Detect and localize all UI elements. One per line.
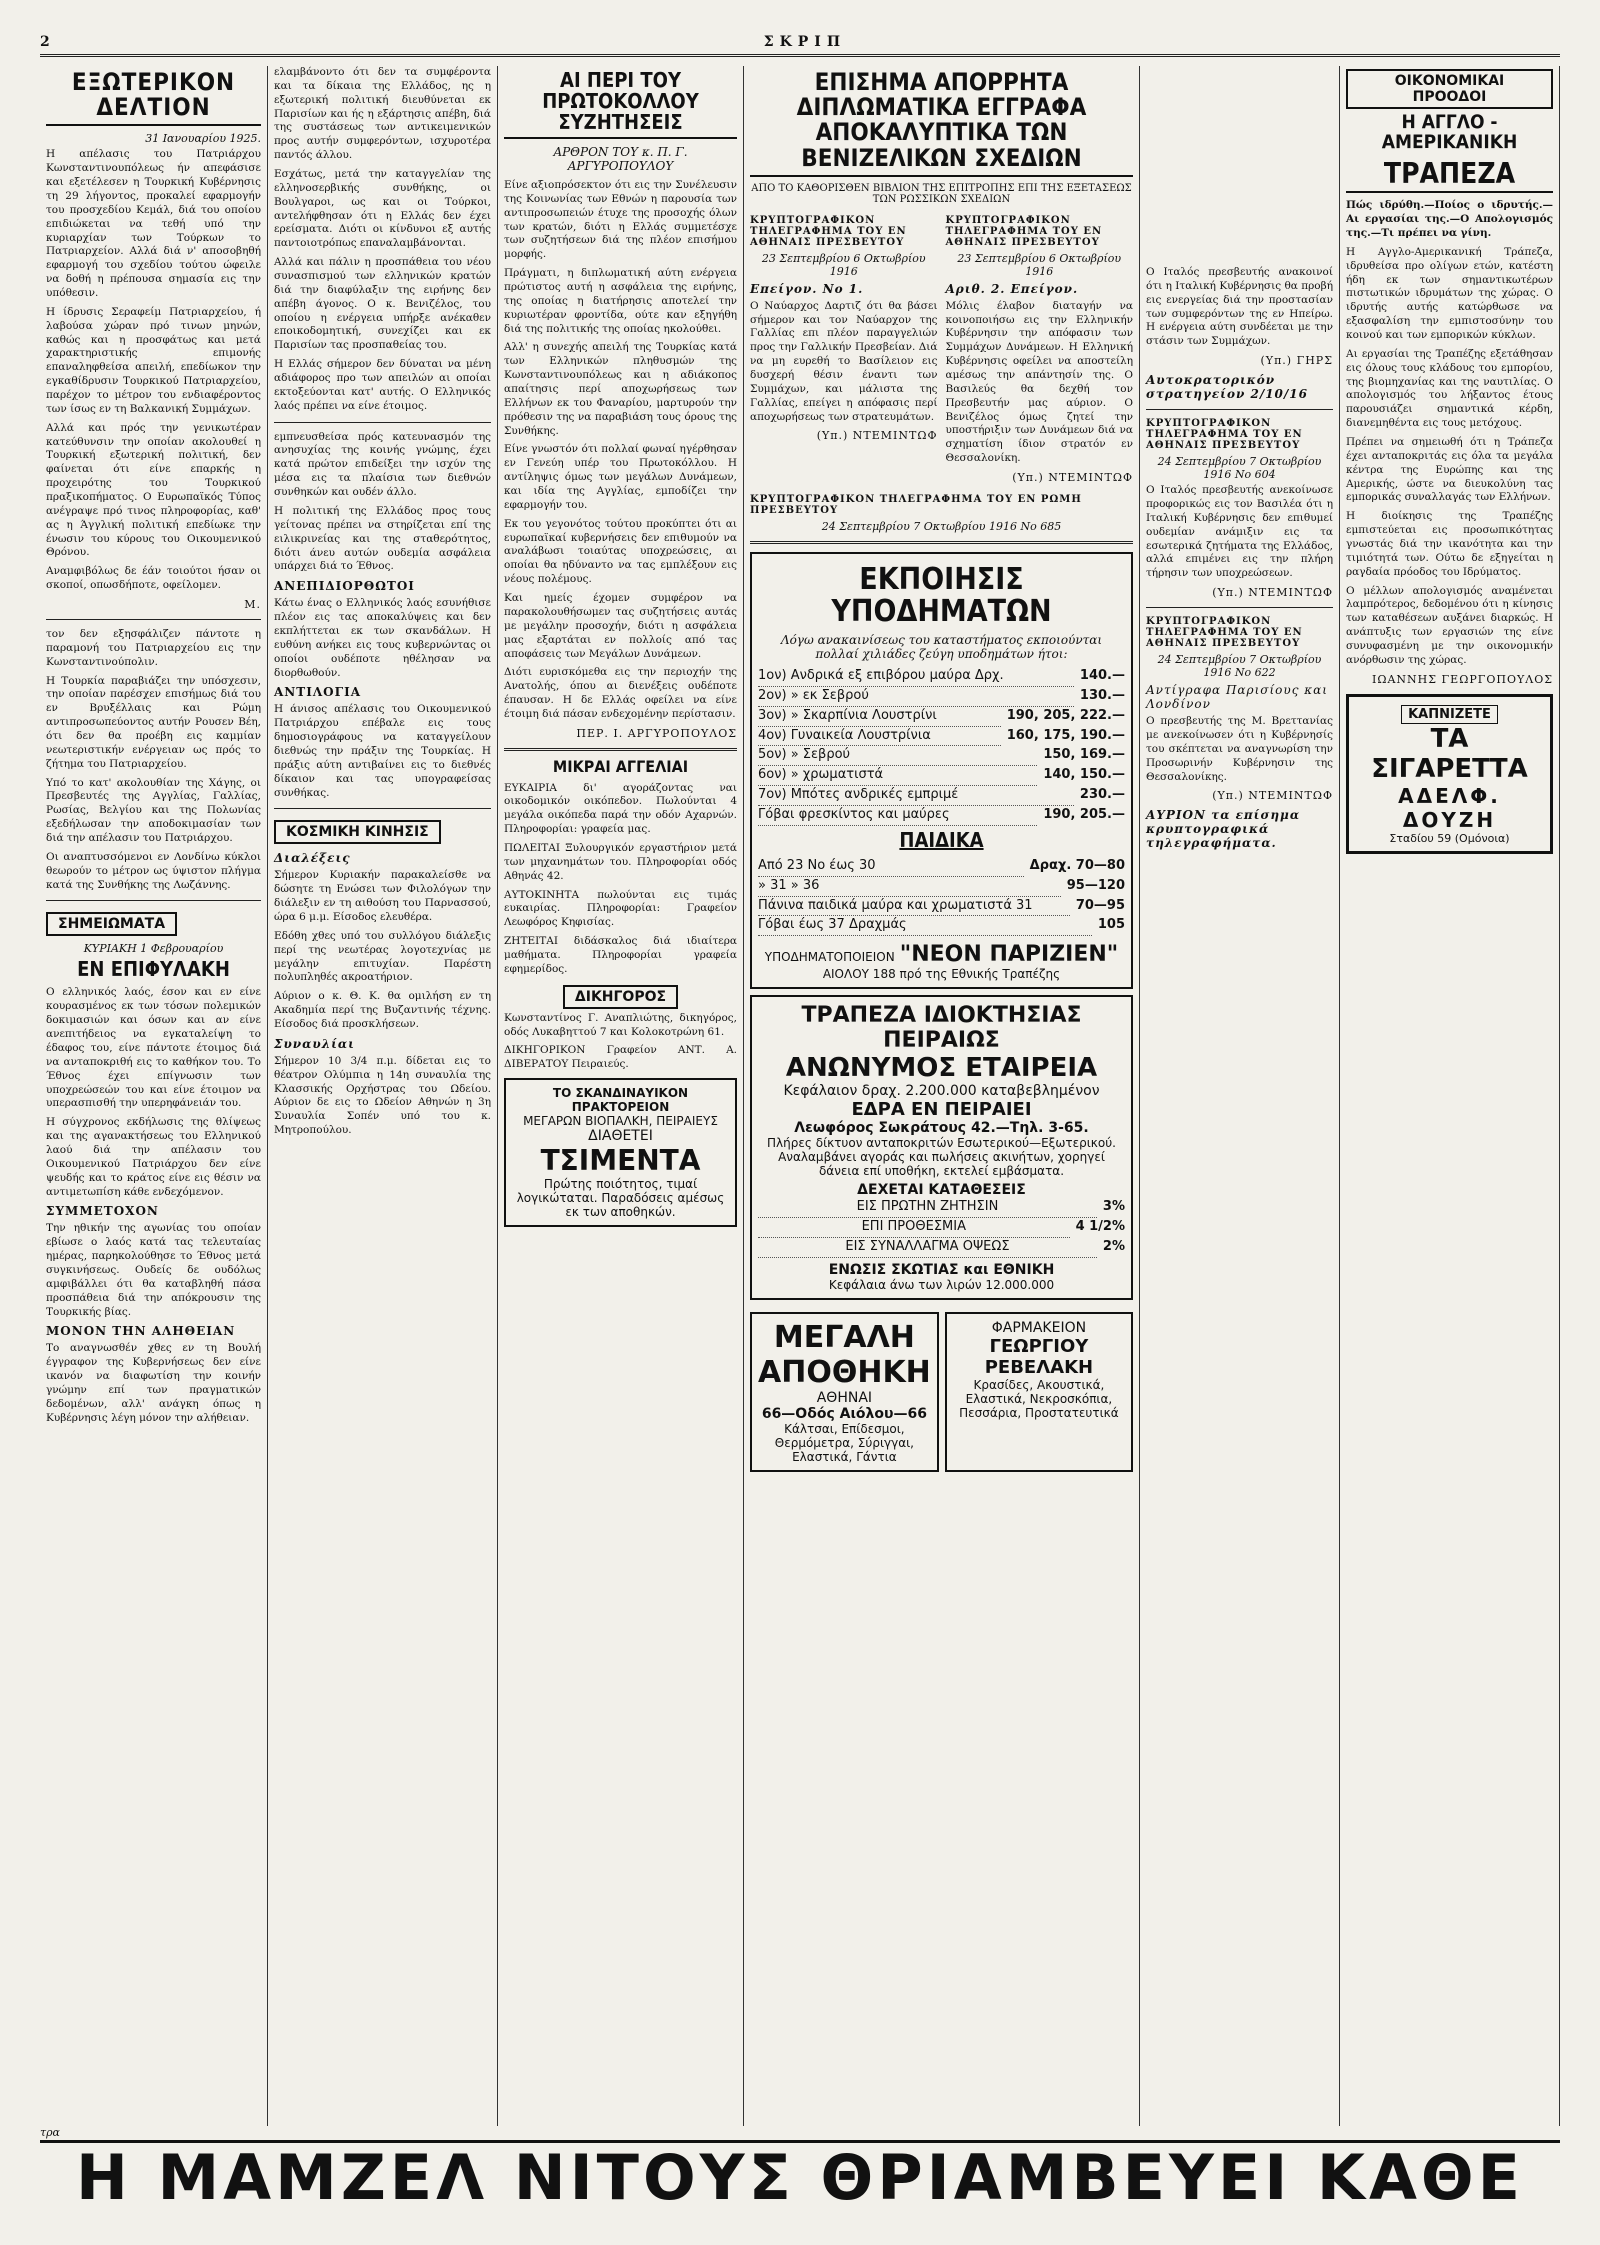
article-paragraph: Εσχάτως, μετά την καταγγελίαν της ελληνοσερβικής συνθήκης, οι Βουλγαροι, ως και οι Τούρκοι, αντελήφθησαν ότι η Ελλάς δεν έχει ερείσματα. Διότι οι κίνδυνοι εξ αυτής παντοιοτρόπως επαναλαμβάνονται.: [274, 168, 491, 250]
shoe-price-row-label: 6ον) » χρωματιστά: [758, 766, 1037, 786]
shoe-price-row-label: 5ον) » Σεβρού: [758, 746, 1037, 766]
article-paragraph: Αναμφιβόλως δε έάν τοιούτοι ήσαν οι σκοποί, οπωσδήποτε, οφείλομεν.: [46, 565, 261, 592]
article-paragraph: Πρέπει να σημειωθή ότι η Τράπεζα έχει ανταποκριτάς εις όλα τα μεγάλα κέντρα της Ευρώπης και της Αμερικής, ώστε να διευκολύνη τας εμπορικάς συναλλαγάς των Ελλήνων.: [1346, 436, 1553, 504]
divider: [46, 619, 261, 620]
article-paragraph: Η Ελλάς σήμερον δεν δύναται να μένη αδιάφορος προ των απειλών αι οποίαι εκτοξεύονται κατ' αυτής. Ο Ελληνικός λαός πρέπει να είνε έτοιμος.: [274, 358, 491, 412]
subhead: Διαλέξεις: [274, 851, 351, 866]
article-paragraph: Διότι ευρισκόμεθα εις την περιοχήν της Ανατολής, όπου αι διενέξεις ουδέποτε έπαυσαν. Η δε Ελλάς οφείλει να είνε έτοιμη διά πάσαν ενδεχομένην περίστασιν.: [504, 666, 737, 720]
newspaper-page: [40, 30, 1560, 2215]
article-paragraph: Η σύγχρονος εκδήλωσις της θλίψεως και της αγανακτήσεως του Ελληνικού λαού διά την απέλασιν του Οικουμενικού Πατριάρχου δεν είνε ψευδής και το κράτος είνε εις θέσιν να αντιμετωπίση κάθε ενδεχόμενον.: [46, 1116, 261, 1198]
article-paragraph: Την ηθικήν της αγωνίας του οποίαν εβίωσε ο λαός κατά τας τελευταίας ημέρας, παρηκολούθησε το Έθνος μετά συγκινήσεως. Ουδείς δε ουδόλως αμφιβάλλει ότι θα καταβληθή πάσα προσπάθεια διά την απόκρουσιν της Τουρκικής βίας.: [46, 1222, 261, 1318]
insurance-title: ΕΝΩΣΙΣ ΣΚΩΤΙΑΣ και ΕΘΝΙΚΗ: [828, 1261, 1055, 1278]
column-economic: [1340, 66, 1560, 2126]
article-paragraph: Είνε αξιοπρόσεκτον ότι εις την Συνέλευσιν της Κοινωνίας των Εθνών η παρουσία των αντιπροσωπειών έτυχε της προσοχής όλων των κρατών, διότι η Ελλάς συμμετέσχε των συζητήσεων διά της πλέον επισήμου μορφής.: [504, 179, 737, 261]
shoe-price-row-value: 140.—: [1079, 668, 1125, 684]
telegram-1: [750, 211, 938, 490]
column-diplomatic-documents: [744, 66, 1140, 2126]
article-signature: ΙΩΑΝΝΗΣ ΓΕΩΡΓΟΠΟΥΛΟΣ: [1372, 672, 1553, 686]
article-paragraph: Αι εργασίαι της Τραπέζης εξετάθησαν εις όλους τους κλάδους του εμπορίου, της βιομηχανίας και της ναυτιλίας. Ο απολογισμός του λήξαντος έτους παρουσιάζει σημαντικά κέρδη, διανεμηθέντα εις τους μετόχους.: [1346, 347, 1553, 430]
telegram-heading: ΚΡΥΠΤΟΓΡΑΦΙΚΟΝ ΤΗΛΕΓΡΑΦΗΜΑ ΤΟΥ ΕΝ ΑΘΗΝΑΙΣ ΠΡΕΣΒΕΥΤΟΥ: [945, 214, 1103, 248]
shoe-price-row-value: 140, 150.—: [1043, 767, 1125, 783]
deposit-rates: [758, 1198, 1125, 1258]
deposit-rate-row-label: ΕΠΙ ΠΡΟΘΕΣΜΙΑ: [758, 1218, 1070, 1238]
shoe-price-row-value: 130.—: [1079, 687, 1125, 703]
piraeus-bank-ad: [750, 995, 1133, 1300]
cement-agency: ΤΟ ΣΚΑΝΔΙΝΑΥΙΚΟΝ ΠΡΑΚΤΟΡΕΙΟΝ: [552, 1086, 689, 1115]
subhead: ΣΥΜΜΕΤΟΧΟΝ: [46, 1204, 159, 1219]
divider: [274, 422, 491, 423]
cig-address: Σταδίου 59 (Ομόνοια): [1389, 831, 1510, 845]
bulletin-date: 31 Ιανουαρίου 1925.: [145, 132, 261, 146]
telegram-date: 24 Σεπτεμβρίου 7 Οκτωβρίου 1916 Νο 622: [1157, 653, 1322, 680]
article-paragraph: Κάτω ένας ο Ελληνικός λαός εσυνήθισε πλέον εις τας αποκαλύψεις και δεν εκπλήττεται εκ των σκανδάλων. Η ευθύνη ανήκει εις τους κυβερνώντας οι οποίοι ουδέποτε ηθέλησαν να διορθωθούν.: [274, 597, 491, 679]
store-address: 66—Οδός Αιόλου—66: [761, 1405, 927, 1422]
telegram-signature: (Υπ.) ΝΤΕΜΙΝΤΩΦ: [1012, 471, 1133, 485]
cigarette-ad: [1346, 694, 1553, 854]
divider: [504, 748, 737, 751]
kids-price-row-label: Γόβαι έως 37 Δραχμάς: [758, 916, 1092, 936]
pharmacy-name: ΓΕΩΡΓΙΟΥ ΡΕΒΕΛΑΚΗ: [984, 1335, 1094, 1378]
insurance-text: Κεφάλαια άνω των λιρών 12.000.000: [828, 1277, 1055, 1292]
telegram-date: 23 Σεπτεμβρίου 6 Οκτωβρίου 1916: [957, 251, 1122, 278]
column-commentary: [268, 66, 498, 2126]
shoe-price-row-label: Γόβαι φρεσκίντος και μαύρες: [758, 806, 1037, 826]
pharmacy-label: ΦΑΡΜΑΚΕΙΟΝ: [991, 1319, 1087, 1336]
article-paragraph: Πράγματι, η διπλωματική αύτη ενέργεια πρώτιστος αυτή η ασφάλεια της ειρήνης, της οποίας η διατήρησις αποτελεί την κυριωτέραν φροντίδα, ούτε καν εξηγήθη διά της πολιτικής της οποίας ηκολούθει.: [504, 267, 737, 335]
cement-product: ΤΣΙΜΕΝΤΑ: [540, 1144, 701, 1178]
bank-address: Λεωφόρος Σωκράτους 42.—Τηλ. 3-65.: [794, 1120, 1089, 1137]
shoe-price-row: [758, 806, 1125, 826]
bank-headline: Η ΑΓΓΛΟ - ΑΜΕΡΙΚΑΝΙΚΗ: [1381, 111, 1518, 153]
telegram-text: Ο Ναύαρχος Δαρτιζ ότι θα βάσει σήμερον και τον Ναύαρχον της Γαλλίας επι πλέον παραγγελιών προς την Γαλλικήν Πρεσβείαν. Διά να μη ευρεθή το Βασίλειον εις δυσχερή θέσιν έναντι των Συμμάχων, και μάλιστα της Γαλλίας, επείγει η απόφασις περί αποχωρήσεως των στρατευμάτων.: [750, 299, 938, 423]
economic-title: ΟΙΚΟΝΟΜΙΚΑΙ ΠΡΟΟΔΟΙ: [1346, 69, 1553, 109]
telegram-recipients: Αντίγραφα Παρισίους και Λονδίνον: [1146, 683, 1328, 712]
lawyer-heading: ΔΙΚΗΓΟΡΟΣ: [563, 985, 678, 1009]
classified-ad: ΠΩΛΕΙΤΑΙ Ξυλουργικόν εργαστήριον μετά των μηχανημάτων του. Πληροφορίαι οδός Αθηνάς 42.: [504, 842, 737, 882]
shoe-price-row: [758, 667, 1125, 687]
telegram-heading: ΚΡΥΠΤΟΓΡΑΦΙΚΟΝ ΤΗΛΕΓΡΑΦΗΜΑ ΤΟΥ ΕΝ ΑΘΗΝΑΙΣ ΠΡΕΣΒΕΥΤΟΥ: [1146, 616, 1303, 650]
kids-price-row-label: Πάνινα παιδικά μαύρα και χρωματιστά 31: [758, 897, 1070, 917]
bank-subtitle: ΑΝΩΝΥΜΟΣ ΕΤΑΙΡΕΙΑ: [785, 1053, 1098, 1084]
article-paragraph: Η Αγγλο-Αμερικανική Τράπεζα, ιδρυθείσα προ ολίγων ετών, κατέστη ήδη εκ των σημαντικωτέρων πιστωτικών ιδρυμάτων της χώρας. Ο ιδρυτής αυτής κατώρθωσε να εξασφαλίση την εμπιστοσύνην του κοινού και των εμπορικών κύκλων.: [1346, 245, 1553, 341]
article-paragraph: Σήμερον Κυριακήν παρακαλείσθε να δώσητε τη Ενώσει των Φιλολόγων την διάλεξιν εν τη αιθούση του Παρνασσού, ώρα 6 μ.μ. Είσοδος ελευθέρα.: [274, 869, 491, 923]
article-paragraph: Και ημείς έχομεν συμφέρον να παρακολουθήσωμεν τας συζητήσεις αυτάς με μεγάλην προσοχήν, διότι η ασφάλεια μας εξαρτάται εν πολλοίς από τας αποφάσεις των Μεγάλων Δυνάμεων.: [504, 592, 737, 660]
foreign-bulletin-title: ΕΞΩΤΕΡΙΚΟΝ ΔΕΛΤΙΟΝ: [46, 70, 261, 126]
article-paragraph: Ο ελληνικός λαός, έσον και εν είνε κουρασμένος εκ των τόσων πολεμικών δοκιμασιών και όσων και αν είνε ανεπιτήδειος να εγκαταλείψη το έδαφος του, είνε πάντοτε έτοιμος διά να ανταποκριθή εις το καθήκον του. Το Έθνος έχει επίγνωσιν των υποχρεώσεών του και είνε έτοιμον να υπερασπισθή την υπερηφάνειάν του.: [46, 986, 261, 1110]
article-paragraph: Εδόθη χθες υπό του συλλόγου διάλεξις περί της νεωτέρας λογοτεχνίας με μεγάλην επιτυχίαν. Παρέστη πολυπληθές ακροατήριον.: [274, 929, 491, 984]
bank-headline-2: ΤΡΑΠΕΖΑ: [1346, 159, 1553, 193]
shoe-price-row-value: 230.—: [1079, 787, 1125, 803]
cement-address: ΜΕΓΑΡΩΝ ΒΙΟΠΑΛΚΗ, ΠΕΙΡΑΙΕΥΣ: [523, 1114, 718, 1129]
article-paragraph: Οι αναπτυσσόμενοι εν Λονδίνω κύκλοι θεωρούν το μέτρον ως ύψιστον πλήγμα κατά της Συνθήκης της Λωζάννης.: [46, 850, 261, 891]
banner-fragment: τρα: [40, 2126, 60, 2139]
shoe-price-row-value: 160, 175, 190.—: [1006, 727, 1125, 743]
telegram-text: Ο Ιταλός πρεσβευτής ανεκοίνωσε προφορικώς εις τον Βασιλέα ότι η Ιταλική Κυβέρνησις δεν επιθυμεί ουδεμίαν ανάμιξιν εις τα εσωτερικά ζητήματα της Ελλάδος, αλλά επιμένει εις την πλήρη τήρησιν των υποχρεώσεων.: [1146, 484, 1333, 580]
subhead: ΜΟΝΟΝ ΤΗΝ ΑΛΗΘΕΙΑΝ: [46, 1324, 236, 1339]
deposit-rate-row: [758, 1238, 1125, 1258]
column-telegrams: [1140, 66, 1340, 2126]
classified-ad: ΔΙΚΗΓΟΡΙΚΟΝ Γραφείον ΑΝΤ. Α. ΔΙΒΕΡΑΤΟΥ Πειραιεύς.: [504, 1044, 737, 1071]
kids-price-list: [758, 857, 1125, 936]
shoe-price-row: [758, 727, 1125, 747]
shoe-price-row: [758, 746, 1125, 766]
shoe-price-row-label: 7ον) Μπότες ανδρικές εμπριμέ: [758, 786, 1074, 806]
documents-headline: ΕΠΙΣΗΜΑ ΑΠΟΡΡΗΤΑ ΔΙΠΛΩΜΑΤΙΚΑ ΕΓΓΡΑΦΑ ΑΠΟΚΑΛΥΠΤΙΚΑ ΤΩΝ ΒΕΝΙΖΕΛΙΚΩΝ ΣΧΕΔΙΩΝ: [750, 70, 1133, 177]
notes-date: ΚΥΡΙΑΚΗ 1 Φεβρουαρίου: [83, 942, 224, 956]
bank-text: Πλήρες δίκτυον ανταποκριτών Εσωτερικού—Εξωτερικού. Αναλαμβάνει αγοράς και πωλήσεις ακινήτων, χορηγεί δάνεια επί υποθήκη, εκτελεί εμβάσματα.: [767, 1136, 1116, 1179]
telegram-2: [946, 211, 1134, 490]
article-paragraph: Το αναγνωσθέν χθες εν τη Βουλή έγγραφον της Κυβερνήσεως δεν είνε ικανόν να διαφωτίση την κοινήν γνώμην επί των πραγματικών δεδομένων, αλλ' ανάγκη όπως η Κυβέρνησις λέγη μόνον την αλήθειαν.: [46, 1342, 261, 1424]
page-number: 2: [40, 34, 50, 50]
shoe-price-row-value: 190, 205.—: [1043, 806, 1125, 822]
shop-label: ΥΠΟΔΗΜΑΤΟΠΟΙΕΙΟΝ: [764, 950, 895, 965]
shoe-price-row-value: 190, 205, 222.—: [1006, 707, 1125, 723]
cement-offer: ΔΙΑΘΕΤΕΙ: [588, 1128, 653, 1145]
bank-title: ΤΡΑΠΕΖΑ ΙΔΙΟΚΤΗΣΙΑΣ ΠΕΙΡΑΙΩΣ: [801, 1003, 1082, 1054]
shoe-price-row: [758, 766, 1125, 786]
store-items: Κάλτσαι, Επίδεσμοι, Θερμόμετρα, Σύριγγαι, Ελαστικά, Γάντια: [774, 1421, 914, 1464]
deposit-rate-row: [758, 1218, 1125, 1238]
shoe-price-row-value: 150, 169.—: [1043, 747, 1125, 763]
telegram-text: Μόλις έλαβον διαταγήν να κοινοποιήσω εις την Ελληνικήν Κυβέρνησιν την απόφασιν των Συμμάχων Δυνάμεων. Η Ελληνική Κυβέρνησις οφείλει να αποστείλη αμέσως την απάντησίν της. Ο Βασιλεύς θα δεχθή τον Πρεσβευτήν μας αύριον. Ο Βενιζέλος όμως ζητεί την υποστήριξιν των Δυνάμεων διά να σχηματίση ίδιον στρατόν εν Θεσσαλονίκη.: [945, 299, 1133, 465]
page-header: [40, 30, 1560, 57]
article-paragraph: Αλλά και πρός την γενικωτέραν κατεύθυνσιν την οποίαν ακολουθεί η Τουρκική εξωτερική πολιτική, δεν φαίνεται ότι είνε επαρκής η προχειρότης του Τουρκικού πραξικοπήματος. Ο Ευρωπαϊκός Τύπος ανέγραψε πρό τινος πληροφορίας, καθ' ας η Άγγλική πολιτική επεδίωκε την ένωσιν του κύρους του Οικουμενικού Θρόνου.: [46, 421, 261, 559]
kids-title: ΠΑΙΔΙΚΑ: [899, 827, 984, 852]
shoe-sale-ad: [750, 552, 1133, 989]
telegram-origin: Αυτοκρατορικόν στρατηγείον 2/10/16: [1146, 373, 1308, 402]
shoe-price-row: [758, 786, 1125, 806]
column-foreign-bulletin: [40, 66, 268, 2126]
deposit-rate-row-label: ΕΙΣ ΣΥΝΑΛΛΑΓΜΑ ΟΨΕΩΣ: [758, 1238, 1097, 1258]
article-paragraph: ελαμβάνοντο ότι δεν τα συμφέροντα και τα δίκαια της Ελλάδος, ης η εξωτερική πολιτική διευθύνεται εκ Παρισίων και ής η εξάρτησις απέβη, διά της συστάσεως των αντικειμενικών προς αυτήν συμφερόντων, ισχυροτέρα παντός άλλου.: [274, 66, 491, 162]
pharmacy-items: Κρασίδες, Ακουστικά, Ελαστικά, Νεκροσκόπια, Πεσσάρια, Προστατευτικά: [959, 1377, 1119, 1420]
article-paragraph: Εκ του γεγονότος τούτου προκύπτει ότι αι ευρωπαϊκαί κυβερνήσεις δεν επιθυμούν να αναλάβωσι τοιαύτας υποχρεώσεις, αι οποίαι θα ηδύναντο να τας εμπλέξουν εις νέους πολέμους.: [504, 517, 737, 586]
deposit-rate-row-value: 4 1/2%: [1075, 1219, 1125, 1235]
notes-headline: ΕΝ ΕΠΙΦΥΛΑΚΗ: [77, 957, 230, 982]
kids-price-row-label: » 31 » 36: [758, 877, 1061, 897]
article-paragraph: Αλλά και πάλιν η προσπάθεια του νέου συνασπισμού των ελληνικών κρατών διά την διαφύλαξιν της ειρήνης δεν απέβη άγονος. Ο κ. Βενιζέλος, του οποίου η ενέργεια υπήρξε ανέκαθεν εποικοδομητική, συνεχίζει και εκ Παρισίων τας προσπαθείας του.: [274, 256, 491, 352]
telegram-date: 24 Σεπτεμβρίου 7 Οκτωβρίου 1916 Νο 685: [821, 520, 1062, 534]
shop-name: "ΝΕΟΝ ΠΑΡΙΖΙΕΝ": [899, 942, 1119, 968]
subhead: Συναυλίαι: [274, 1036, 355, 1051]
store-city: ΑΘΗΝΑΙ: [816, 1389, 873, 1406]
shoe-sale-subtitle: Λόγω ανακαινίσεως του καταστήματος εκποιούνται πολλαί χιλιάδες ζεύγη υποδημάτων ήτοι:: [780, 633, 1103, 662]
article-signature: ΠΕΡ. Ι. ΑΡΓΥΡΟΠΟΥΛΟΣ: [576, 726, 737, 740]
classified-ad: ΕΥΚΑΙΡΙΑ δι' αγοράζοντας ναι οικοδομικόν οικόπεδον. Πωλούνται 4 μεγάλα οικόπεδα παρά την οδόν Αχαρνών. Πληροφορίαι: γραφεία μας.: [504, 781, 737, 836]
kids-price-row-value: Δραχ. 70—80: [1029, 857, 1125, 873]
deposits-title: ΔΕΧΕΤΑΙ ΚΑΤΑΘΕΣΕΙΣ: [857, 1182, 1026, 1199]
masthead: ΣΚΡΙΠ: [763, 34, 847, 50]
kids-price-row: [758, 857, 1125, 877]
article-paragraph: Η άνισος απέλασις του Οικουμενικού Πατριάρχου επέβαλε εις τους δημοσιογράφους να καταγγείλουν διεθνώς την πράξιν της Τουρκίας. Η πράξις αύτη αντιβαίνει εις το διεθνές δίκαιον και τας υπογραφείσας συνθήκας.: [274, 703, 491, 799]
article-paragraph: Η πολιτική της Ελλάδος προς τους γείτονας πρέπει να στηρίζεται επί της ειλικρινείας και της σταθερότητος, διότι άνευ αυτών ουδεμία ασφάλεια υπάρχει διά το Έθνος.: [274, 504, 491, 573]
article-paragraph: Ο μέλλων απολογισμός αναμένεται λαμπρότερος, δεδομένου ότι η κίνησις των καταθέσεων αυξάνει διαρκώς. Η ανάπτυξις των εργασιών της είνε συνυφασμένη με την οικονομικήν ανόρθωσιν της χώρας.: [1346, 584, 1553, 666]
telegram-heading: ΚΡΥΠΤΟΓΡΑΦΙΚΟΝ ΤΗΛΕΓΡΑΦΗΜΑ ΤΟΥ ΕΝ ΑΘΗΝΑΙΣ ΠΡΕΣΒΕΥΤΟΥ: [1146, 418, 1303, 452]
kids-price-row-label: Από 23 Νο έως 30: [758, 857, 1024, 877]
telegram-signature: (Υπ.) ΓΗΡΣ: [1260, 354, 1333, 368]
shop-address: ΑΙΟΛΟΥ 188 πρό της Εθνικής Τραπέζης: [822, 967, 1061, 982]
protocol-headline: ΑΙ ΠΕΡΙ ΤΟΥ ΠΡΩΤΟΚΟΛΛΟΥ ΣΥΖΗΤΗΣΕΙΣ: [504, 70, 737, 139]
deposit-rate-row-label: ΕΙΣ ΠΡΩΤΗΝ ΖΗΤΗΣΙΝ: [758, 1198, 1097, 1218]
telegram-signature: (Υπ.) ΝΤΕΜΙΝΤΩΦ: [1212, 789, 1333, 803]
kids-price-row-value: 105: [1097, 917, 1125, 933]
shoe-price-row-label: 2ον) » εκ Σεβρού: [758, 687, 1074, 707]
telegram-date: 24 Σεπτεμβρίου 7 Οκτωβρίου 1916 Νο 604: [1157, 455, 1322, 482]
divider: [1146, 607, 1333, 608]
article-signature: Μ.: [244, 598, 261, 612]
column-protocol: [498, 66, 744, 2126]
cig-smoke: ΚΑΠΝΙΖΕΤΕ: [1401, 705, 1498, 724]
article-paragraph: Σήμερον 10 3/4 π.μ. δίδεται εις το θέατρον Ολύμπια η 14η συναυλία της Κλασσικής Ορχήστρας του Ωδείου. Αύριον δε εις το Ωδείον Αθηνών η 3η Συναυλία Σοπέν υπό του κ. Μητροπούλου.: [274, 1054, 491, 1137]
article-paragraph: Η ίδρυσις Σεραφείμ Πατριαρχείου, ή λαβούσα χώραν πρό τινων μηνών, καθώς και η προσφάτως και μετά χαρακτηριστικής επιμονής επαναληφθείσα απειλή, επεδίωκον την εγκαθίδρυσιν Τουρκικού Πατριαρχείου, παρέχον το μέτρον του ενδιαφέροντος των ίσως εν τη Βαλκανική Συμμάχων.: [46, 305, 261, 415]
big-store-ad: [750, 1312, 939, 1472]
shoe-price-list: [758, 667, 1125, 826]
article-paragraph: εμπνευσθείσα πρός κατευνασμόν της ανησυχίας της κοινής γνώμης, έχει κατά πρώτον επιδείξει την ισχύν της μέσα εις τα πλαίσια των διεθνών συνθηκών και ουδέν άλλο.: [274, 430, 491, 499]
subhead: ΑΝΕΠΙΔΙΟΡΘΩΤΟΙ: [274, 579, 415, 594]
bank-seat: ΕΔΡΑ ΕΝ ΠΕΙΡΑΙΕΙ: [851, 1099, 1032, 1121]
article-paragraph: Υπό το κατ' ακολουθίαν της Χάγης, οι Πρεσβευτές της Αγγλίας, Γαλλίας, Ρωσίας, Βελγίου και της Πολωνίας εξεδήλωσαν την αποδοκιμασίαν των διά την απέλασιν του Πατριάρχου.: [46, 776, 261, 845]
divider: [274, 808, 491, 809]
shoe-price-row-label: 4ον) Γυναικεία Λουστρίνια: [758, 727, 1001, 747]
kids-price-row: [758, 897, 1125, 917]
divider: [750, 541, 1133, 544]
shoe-sale-title: ΕΚΠΟΙΗΣΙΣ ΥΠΟΔΗΜΑΤΩΝ: [831, 562, 1052, 629]
telegram-number: Επείγον. Νο 1.: [750, 281, 864, 296]
article-paragraph: Αύριον ο κ. Θ. Κ. θα ομιλήση εν τη Ακαδημία περί της Βυζαντινής τέχνης. Είσοδος διά προσκλήσεων.: [274, 990, 491, 1030]
telegram-number: Αριθ. 2. Επείγον.: [945, 281, 1079, 296]
store-title: ΜΕΓΑΛΗ ΑΠΟΘΗΚΗ: [758, 1319, 931, 1390]
divider: [46, 900, 261, 901]
kids-price-row-value: 70—95: [1075, 897, 1125, 913]
bottom-banner: Η ΜΑΜΖΕΛ ΝΙΤΟΥΣ ΘΡΙΑΜΒΕΥΕΙ ΚΑΘΕ: [40, 2140, 1560, 2213]
article-byline: ΑΡΘΡΟΝ ΤΟΥ κ. Π. Γ. ΑΡΓΥΡΟΠΟΥΛΟΥ: [553, 145, 688, 173]
article-paragraph: τον δεν εξησφάλιζεν πάντοτε η παραμονή του Πατριαρχείου εις την Κωνσταντινούπολιν.: [46, 628, 261, 668]
deposit-rate-row-value: 2%: [1102, 1238, 1125, 1254]
kids-price-row-value: 95—120: [1066, 877, 1125, 893]
cig-brand: ΑΔΕΛΦ. ΔΟΥΖΗ: [1398, 783, 1501, 832]
deposit-rate-row: [758, 1198, 1125, 1218]
article-paragraph: Η Τουρκία παραβιάζει την υπόσχεσιν, την οποίαν παρέσχεν επισήμως διά του εν Βρυξέλλαις και Ρώμη αντιπροσωπεύοντος αυτήν Ρουσεν Βέη, ότι δεν θα προέβη εις καμμίαν νεωτεριστικήν ενέργειαν ως πρός το ζήτημα του Πατριαρχείου.: [46, 674, 261, 770]
telegram-heading: ΚΡΥΠΤΟΓΡΑΦΙΚΟΝ ΤΗΛΕΓΡΑΦΗΜΑ ΤΟΥ ΕΝ ΡΩΜΗ ΠΡΕΣΒΕΥΤΟΥ: [750, 494, 1082, 517]
tomorrow-note: ΑΥΡΙΟΝ τα επίσημα κρυπτογραφικά τηλεγραφήματα.: [1146, 808, 1301, 851]
article-lead: Πώς ιδρύθη.—Ποίος ο ιδρυτής.—Αι εργασίαι της.—Ο Απολογισμός της.—Τι πρέπει να γίνη.: [1346, 199, 1553, 239]
telegram-heading: ΚΡΥΠΤΟΓΡΑΦΙΚΟΝ ΤΗΛΕΓΡΑΦΗΜΑ ΤΟΥ ΕΝ ΑΘΗΝΑΙΣ ΠΡΕΣΒΕΥΤΟΥ: [750, 214, 907, 248]
small-ads-title: ΜΙΚΡΑΙ ΑΓΓΕΛΙΑΙ: [552, 756, 689, 776]
article-paragraph: Η απέλασις του Πατριάρχου Κωνσταντινουπόλεως ήν απεφάσισε και εξετέλεσεν η Τουρκική Κυβέρνησις τη 29 λήγοντος, προκαλεί εφαρμογήν του προσχεδίου Κεμάλ, διά του οποίου επιδιώκεται να τεθή υπό την κυριαρχίαν των Τούρκων το Πατριαρχείον. Αλλά διά ν' αποσοβηθή εφαρμογή του σχεδίου τούτου ώφειλε να δοθή η πρέπουσα σημασία εις την υπόθεσιν.: [46, 148, 261, 299]
classified-ad: ΖΗΤΕΙΤΑΙ διδάσκαλος διά ιδιαίτερα μαθήματα. Πληροφορίαι γραφεία εφημερίδος.: [504, 935, 737, 975]
article-paragraph: Η διοίκησις της Τραπέζης εμπιστεύεται εις προσωπικότητας γνωστάς διά την ικανότητα και την τιμιότητά των. Ούτω δε εξηγείται η ραγδαία πρόοδος του Ιδρύματος.: [1346, 510, 1553, 578]
telegram-text: Ο πρεσβευτής της Μ. Βρεττανίας με ανεκοίνωσεν ότι η Κυβέρνησίς του σκέπτεται να αναγνωρίση την Προσωρινήν Κυβέρνησιν της Θεσσαλονίκης.: [1146, 715, 1333, 783]
subhead: ΑΝΤΙΛΟΓΙΑ: [274, 685, 362, 700]
cement-ad: [504, 1078, 737, 1227]
telegram-date: 23 Σεπτεμβρίου 6 Οκτωβρίου 1916: [761, 251, 926, 278]
cement-details: Πρώτης ποιότητος, τιμαί λογικώταται. Παραδόσεις αμέσως εκ των αποθηκών.: [516, 1177, 725, 1220]
cig-product: ΤΑ ΣΙΓΑΡΕΤΤΑ: [1371, 723, 1528, 784]
article-paragraph: Αλλ' η συνεχής απειλή της Τουρκίας κατά των Ελληνικών πληθυσμών της Κωνσταντινουπόλεως και η αδιάκοπος απαίτησις περί αποχωρήσεως των Ελλήνων εκ του Φαναρίου, μαρτυρούν την πρόθεσιν της να παραβιάση τους όρους της Συνθήκης.: [504, 341, 737, 437]
shoe-price-row: [758, 687, 1125, 707]
divider: [1146, 409, 1333, 410]
telegram-text: Ο Ιταλός πρεσβευτής ανακοινοί ότι η Ιταλική Κυβέρνησις θα προβή εις ενεργείας διά την προστασίαν των συμφερόντων της εν Ηπείρω. Η ενέργεια αύτη συνδέεται με την στάσιν των Συμμάχων.: [1146, 266, 1333, 348]
documents-subtitle: ΑΠΟ ΤΟ ΚΑΘΟΡΙΣΘΕΝ ΒΙΒΛΙΟΝ ΤΗΣ ΕΠΙΤΡΟΠΗΣ ΕΠΙ ΤΗΣ ΕΞΕΤΑΣΕΩΣ ΤΩΝ ΡΩΣΣΙΚΩΝ ΣΧΕΔΙΩΝ: [751, 182, 1132, 205]
shoe-price-row-label: 1ον) Ανδρικά εξ επιβόρου μαύρα Δρχ.: [758, 667, 1074, 687]
bank-capital: Κεφάλαιον δραχ. 2.200.000 καταβεβλημένον: [783, 1083, 1100, 1100]
article-paragraph: Είνε γνωστόν ότι πολλαί φωναί ηγέρθησαν εν Γενεύη υπέρ του Πρωτοκόλλου. Η αντίληψις όμως των μεγάλων Δυνάμεων, και ιδία της Αγγλίας, εμποδίζει την εφαρμογήν του.: [504, 443, 737, 511]
notes-title: ΣΗΜΕΙΩΜΑΤΑ: [46, 912, 177, 936]
telegram-signature: (Υπ.) ΝΤΕΜΙΝΤΩΦ: [816, 429, 938, 443]
classified-ad: Κωνσταντίνος Γ. Αναπλιώτης, δικηγόρος, οδός Λυκαβηττού 7 και Κολοκοτρώνη 61.: [504, 1011, 737, 1038]
kids-price-row: [758, 877, 1125, 897]
kids-price-row: [758, 916, 1125, 936]
shoe-price-row-label: 3ον) » Σκαρπίνια Λουστρίνι: [758, 707, 1001, 727]
classified-ad: ΑΥΤΟΚΙΝΗΤΑ πωλούνται εις τιμάς ευκαιρίας. Πληροφορίαι: Γραφείον Λεωφόρος Κηφισίας.: [504, 888, 737, 929]
shoe-price-row: [758, 707, 1125, 727]
telegram-signature: (Υπ.) ΝΤΕΜΙΝΤΩΦ: [1212, 586, 1333, 600]
social-news-title: ΚΟΣΜΙΚΗ ΚΙΝΗΣΙΣ: [274, 820, 441, 844]
deposit-rate-row-value: 3%: [1102, 1199, 1125, 1215]
pharmacy-ad: [945, 1312, 1133, 1472]
